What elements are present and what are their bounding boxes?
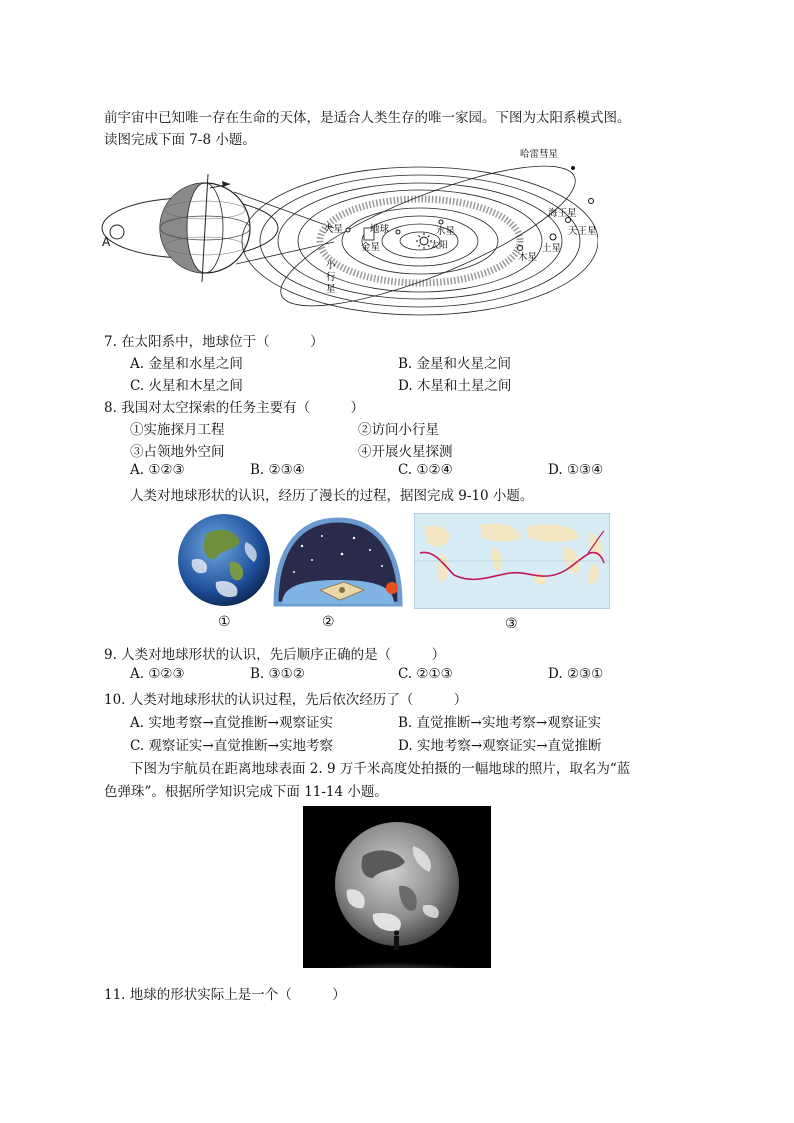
label-mars: 火星 — [324, 224, 344, 235]
label-uranus: 天王星 — [568, 226, 597, 237]
intro-line-1: 前宇宙中已知唯一存在生命的天体，是适合人类生存的唯一家园。下图为太阳系模式图。 — [104, 110, 631, 126]
label-neptune: 海王星 — [548, 208, 577, 219]
label-mercury: 水星 — [436, 226, 456, 237]
label-earth: 地球 — [370, 224, 390, 235]
q8-item-1: ①实施探月工程 — [130, 422, 225, 438]
q8-option-d[interactable]: D. ①③④ — [548, 462, 604, 478]
q7-stem: 7. 在太阳系中，地球位于（ ） — [104, 334, 324, 350]
q10-option-c[interactable]: C. 观察证实→直觉推断→实地考察 — [130, 738, 334, 754]
q8-item-4: ④开展火星探测 — [358, 444, 453, 460]
label-asteroid-1: 小 — [326, 260, 336, 271]
caption-1: ① — [218, 614, 231, 630]
orbit-system — [242, 146, 598, 324]
intro-line-2: 读图完成下面 7-8 小题。 — [104, 132, 256, 148]
dome-diagram-2 — [272, 516, 404, 608]
q8-option-b[interactable]: B. ②③④ — [250, 462, 305, 478]
q10-option-a[interactable]: A. 实地考察→直觉推断→观察证实 — [130, 715, 333, 731]
label-saturn: 土星 — [542, 243, 562, 254]
q7-option-d[interactable]: D. 木星和土星之间 — [398, 378, 512, 394]
label-jupiter: 木星 — [518, 252, 538, 263]
intro-11-14-line-1: 下图为宇航员在距离地球表面 2. 9 万千米高度处拍摄的一幅地球的照片，取名为“蓝 — [130, 761, 631, 777]
q8-item-3: ③占领地外空间 — [130, 444, 225, 460]
q9-option-d[interactable]: D. ②③① — [548, 666, 604, 682]
q8-stem: 8. 我国对太空探索的任务主要有（ ） — [104, 400, 365, 416]
q9-option-a[interactable]: A. ①②③ — [130, 666, 185, 682]
label-sun: 太阳 — [430, 241, 449, 251]
voyage-map-3 — [414, 513, 610, 609]
q9-stem: 9. 人类对地球形状的认识，先后顺序正确的是（ ） — [104, 647, 446, 663]
earth-photo-1 — [176, 512, 272, 608]
intro-9-10: 人类对地球形状的认识，经历了漫长的过程，据图完成 9-10 小题。 — [130, 488, 534, 504]
caption-3: ③ — [505, 616, 518, 632]
q9-option-c[interactable]: C. ②①③ — [398, 666, 453, 682]
q7-option-b[interactable]: B. 金星和火星之间 — [398, 356, 512, 372]
q11-stem: 11. 地球的形状实际上是一个（ ） — [104, 987, 346, 1003]
label-asteroid-2: 行 — [326, 272, 336, 283]
q9-option-b[interactable]: B. ③①② — [250, 666, 305, 682]
q8-item-2: ②访问小行星 — [358, 422, 439, 438]
earth-globe — [102, 174, 278, 282]
q7-option-a[interactable]: A. 金星和水星之间 — [130, 356, 243, 372]
q10-stem: 10. 人类对地球形状的认识过程，先后依次经历了（ ） — [104, 692, 468, 708]
blue-marble-photo — [303, 806, 491, 968]
q8-option-c[interactable]: C. ①②④ — [398, 462, 453, 478]
label-venus: 金星 — [361, 242, 381, 253]
solar-system-diagram — [98, 146, 598, 324]
point-a-label: A — [102, 235, 111, 249]
label-asteroid-3: 星 — [326, 284, 336, 295]
q10-option-b[interactable]: B. 直觉推断→实地考察→观察证实 — [398, 715, 602, 731]
intro-11-14-line-2: 色弹珠”。根据所学知识完成下面 11-14 小题。 — [104, 784, 388, 800]
q8-option-a[interactable]: A. ①②③ — [130, 462, 185, 478]
q7-option-c[interactable]: C. 火星和木星之间 — [130, 378, 243, 394]
q10-option-d[interactable]: D. 实地考察→观察证实→直觉推断 — [398, 738, 602, 754]
label-comet: 哈雷彗星 — [520, 149, 559, 160]
caption-2: ② — [322, 614, 335, 630]
